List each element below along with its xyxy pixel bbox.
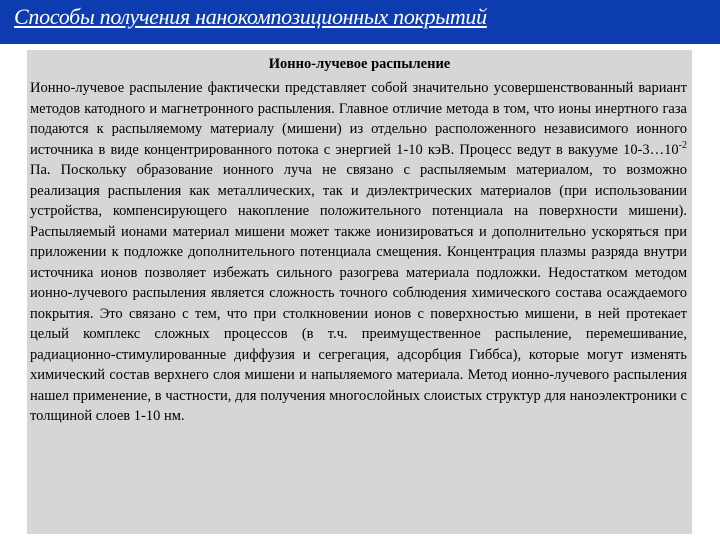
slide-title: Способы получения нанокомпозиционных покрытий [14,4,487,29]
title-bar [0,0,720,44]
body-text-part-1: Ионно-лучевое распыление фактически представляет собой значительно усовершенствованный вариант методов катодного и магнетронного распыления. Главное отличие метода в том, что ионы инертного газа подаются к распыляемому материалу (мишени) из отдельно расположенного независимого ионного источника в виде концентрированного потока с энергией 1-10 кэВ. Процесс ведут в вакууме 10-3…10 [30,80,687,158]
pressure-exponent: -2 [678,139,687,151]
body-text [30,78,687,427]
section-heading: Ионно-лучевое распыление [268,56,451,72]
body-text-part-2: Па. Поскольку образование ионного луча не связано с распыляемым материалом, то возможно реализация распыления как металлических, так и диэлектрических материалов (при использовании устройства, компенсирующего накопление положительного потенциала на поверхности мишени). Распыляемый ионами материал мишени может также ионизироваться и дополнительно ускоряться при приложении к подложке дополнительного потенциала смещения. Концентрация плазмы разряда внутри источника ионов позволяет избежать сильного разогрева материала подложки. Недостатком методом ионно-лучевого распыления является сложность точного соблюдения химического состава осаждаемого покрытия. Это связано с тем, что при столкновении ионов с поверхностью мишени, в ней протекает целый комплекс сложных процессов (в т.ч. преимущественное распыление, перемешивание, радиационно-стимулированные диффузия и сегрегация, адсорбция Гиббса), которые могут изменять химический состав верхнего слоя мишени и напыляемого материала. Метод ионно-лучевого распыления нашел применение, в частности, для получения многослойных слоистых структур для наноэлектроники с толщиной слоев 1-10 нм. [30,162,687,424]
content-box [27,50,692,534]
